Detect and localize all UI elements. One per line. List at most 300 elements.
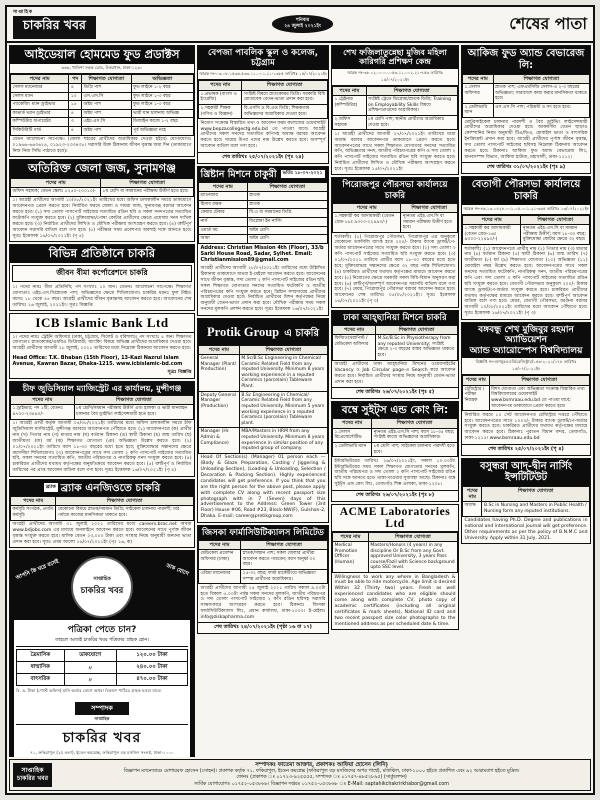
ad-address-line: ৬৬৬, খালিশা সড়ক রোড, উত্তরখান, ঢাকা-১২৩০ <box>10 64 194 74</box>
table-row <box>199 217 328 226</box>
cell: M.Sc/B.Sc Engineering in Chemical/ Ceramic Related Field from any reputed University. Minimum 8 years working experience in a reputed Ceramics (porcelain) Tableware Plant. <box>239 354 327 391</box>
ad-body-text: Willingness to work any where in Bangladesh & must be able to ride motorcycle. Age limit is desired Within 32 (Thirty two) years. Fresh as well experienced candidates who are eligible should come along with complete CV, photo copy of academic certificates (including all original certificates & mark sheets), National ID card and two recent passport size color photographs to the mentioned address as per scheduled date & time. <box>334 574 456 627</box>
big-logo: চাকরির খবর <box>16 724 188 750</box>
table-row <box>333 335 458 361</box>
deadline-line: শেষ তারিখঃ ২৪/০৭/২০২১ইং (পৃষ্ঠা ১৬ বা ১৭) <box>198 622 328 633</box>
ad-akij-food-beverage <box>461 45 591 174</box>
ad-body-text: নিয়োগ সংক্রান্ত বিস্তারিত তথ্য ও আবেদন ফরম কলেজের ওয়েবসাইট www.bepzacollegectg.edu.bd তে পাওয়া যাবে। আগ্রহী প্রার্থীদের সকল সনদের সত্যায়িত কপিসহ অধ্যক্ষ বরাবর আবেদন করতে হবে। খামের উপর পদের নাম উল্লেখ করতে হবে। অসম্পূর্ণ আবেদন বাতিল বলে গণ্য হবে। <box>200 120 326 150</box>
col-header: শিক্ষাগত যোগ্যতা <box>242 81 328 90</box>
ad-body-text: শর্তাবলীঃ (১) পিরোজপুর পৌরসভা, পিরোজপুর এর অনুকূলে যেকোনো তফসিলি ব্যাংক হতে ২০০/- টাকার ব্যাংক ড্রাফট/পে-অর্ডার আবেদনপত্রের সাথে সংযুক্ত করতে হবে। (২) সদ্য তোলা ৩ কপি পাসপোর্ট সাইজের সত্যায়িত ছবি সংযুক্ত করতে হবে। (৩) ০১/০৭/২০২১ তারিখে প্রার্থীর বয়স ১৮-৩০ বছরের মধ্যে হতে হবে; মুক্তিযোদ্ধার সন্তানদের ক্ষেত্রে ৩২ বছর পর্যন্ত শিথিলযোগ্য। (৪) চাকরিরত প্রার্থীদের যথাযথ কর্তৃপক্ষের মাধ্যমে আবেদন করতে হবে। (৫) নিয়োগের ক্ষেত্রে সরকারি সকল বিধি-বিধান অনুসরণ করা হবে। (৬) ত্রুটিপূর্ণ/অসম্পূর্ণ আবেদনপত্র সরাসরি বাতিল বলে গণ্য হবে। (৭) মেয়র, পিরোজপুর পৌরসভা বরাবর আবেদন করতে হবে। আবেদনের শেষ তারিখঃ ০৫/০৮/২০২১ইং। সূত্রঃ ইত্তেফাক ১৬/০৭/২০২১ইং (পৃ ৩) <box>334 234 456 305</box>
ad-title: আইডেয়াল হোমমেড ফুড প্রডাক্টস <box>10 46 194 64</box>
cell: রেজিস্ট্রার / পরীক্ষা নিয়ন্ত্রক <box>463 385 490 411</box>
date-day: শনিবার <box>295 18 310 24</box>
ad-title: শেখ ফজিলাতুন্নেছা মুজিব মহিলা কারিগরি প্রশিক্ষণ কেন্দ্র <box>332 46 458 69</box>
positions-table <box>198 540 328 584</box>
ad-body-text: ১। আগ্রহী প্রার্থীদের আগামী ১০/০৮/২০২১ইং তারিখের মধ্যে অফিস চলাকালীন সময়ে ডাকযোগে আবেদনপত্র প্রেরণ করতে হবে। নির্ধারিত ফরমে জেলা ও দায়রা জজ, সুনামগঞ্জ বরাবর আবেদন করতে হবে। (১) সদ্য তোলা পাসপোর্ট সাইজের সত্যায়িত রঙিন ছবি ও সকল সনদপত্রের সত্যায়িত ফটোকপি সংযুক্ত করতে হবে। (২) মুক্তিযোদ্ধা/পোষ্য কোটার প্রার্থীদের ক্ষেত্রে প্রযোজ্য সনদ দাখিল করতে হবে। (৩) নির্বাচিত প্রার্থীদের লিখিত ও মৌখিক পরীক্ষায় অংশগ্রহণ করতে হবে। (৪) ত্রুটিপূর্ণ আবেদন সরাসরি বাতিল বলে গণ্য হবে। (৫) পরীক্ষার সময় প্রবেশপত্র অবশ্যই সঙ্গে আনতে হবে। সূত্রঃ ইত্তেফাক ১৬/০৭/২০২১ইং (পৃ ৪) <box>12 198 192 239</box>
table-header-row <box>463 215 590 224</box>
cell: General Manager (Plant/ Production) <box>199 354 240 391</box>
cell: ডিজাইন কাজে ১-২ বছর <box>131 118 193 127</box>
table-row <box>11 127 194 136</box>
positions-table <box>462 486 590 517</box>
page-label: শেষের পাতা <box>509 13 587 33</box>
ad-pirojpur-municipality <box>331 177 459 307</box>
ad-various-organizations <box>9 244 195 311</box>
ad-title: চীফ জুডিসিয়াল ম্যাজিস্ট্রেট এর কার্যালয়, মুন্সীগঞ্জ <box>10 382 194 395</box>
cell: ৩ <box>69 118 82 127</box>
table-row <box>463 385 590 411</box>
table-row <box>199 104 328 118</box>
ad-ideal-homemade-food <box>9 45 195 157</box>
ad-title-bengali: এ চাকরি <box>284 327 319 339</box>
ad-sfm-womens-technical-training <box>331 45 459 175</box>
table-header-row <box>333 419 458 428</box>
table-row <box>199 428 328 454</box>
cell: ১.সহকারী কর আদায়কারী (বেতন গ্রেড-১৬ঃ ৯৩০০-২২৪৯০/-) <box>463 225 521 245</box>
footer-logo-main: চাকরির খবর <box>17 774 49 782</box>
ad-title-bar <box>10 480 194 496</box>
positions-table <box>462 215 590 245</box>
cell: ১.ট্রেইনার (কম্পিউটার) <box>333 96 367 116</box>
col-header: পদের নাম <box>463 215 521 224</box>
ribbon-text-left: আপনি কি ঘরে বসেই <box>15 558 60 582</box>
ad-address: Address: Christian Mission 4th (Floor), 33/b Sarki House Road, Sadar, Sylhet. Email: Christianmission89@gmail.com <box>200 244 324 264</box>
col-header: শিক্ষাগত যোগ্যতা <box>482 486 590 502</box>
ad-memo-line: স্মারক নং-০৩.০৮.১৫৩৬.৫৩৩.১১.০০১.২১-১৩৮৫ তারিখঃ ১৫/০৭/২০২১ইং <box>198 70 328 80</box>
positions-table <box>198 80 328 119</box>
table-row <box>17 650 188 662</box>
cell: ডাকযোগে <box>64 650 116 662</box>
ad-memo-line: স্মারক নং-৩৮.০২.০০০০.০৫৩.১১.০০২.২১-৪৫৬ তারিখঃ ১৫/০৭/২০২১ইং <box>332 69 458 86</box>
table-row <box>333 96 458 116</box>
table-row <box>199 569 328 583</box>
col-header: শিক্ষাগত যোগ্যতা <box>368 532 457 541</box>
deadline-line: শেষ তারিখঃ ৩১/০৭/২০২১ইং (পৃঃ ৯) <box>462 162 590 173</box>
table-row <box>11 188 194 197</box>
col-header: পদের নাম <box>11 496 56 505</box>
ad-icb-islamic-bank <box>9 313 195 379</box>
cell: নার্স <box>199 217 248 226</box>
table-row <box>199 192 328 201</box>
col-header: পদের নাম <box>333 325 376 334</box>
table-row <box>333 428 458 442</box>
newspaper-page <box>5 5 595 795</box>
imprint-lines <box>56 762 587 788</box>
cell: ফুড লাইনে ১-২ বছর <box>131 83 193 92</box>
cell: অষ্টম শ্রেণি <box>247 235 327 244</box>
col-header: শিক্ষাগত যোগ্যতা <box>372 419 458 428</box>
table-header-row <box>333 325 458 334</box>
col-header: শিক্ষাগত যোগ্যতা <box>241 540 328 549</box>
big-logo-top: সাপ্তাহিক <box>94 716 110 722</box>
big-logo-address: ৭১, ফকিরাপুল (২য় তলা), ইডেন কমপ্লেক্স, ফকিরাপুল বড় মসজিদ সংলগ্ন, ঢাকা-১০০০ <box>30 750 174 756</box>
cell: এইচ.এস.সি <box>82 118 132 127</box>
ad-protik-group <box>197 318 329 523</box>
table-header-row <box>463 376 590 385</box>
col-header: শিক্ষাগত যোগ্যতা <box>401 203 458 212</box>
ad-subtitle: জীবন বীমা কর্পোরেশনে চাকরি <box>12 265 192 282</box>
ad-title: আকিজ ফুড অ্যান্ড বেভারেজ লি: <box>462 46 590 74</box>
ad-title: ACME Laboratories Ltd <box>332 505 458 532</box>
cell: ন্যূনতম এইচ.এস.সি বা সমমান পরীক্ষায় উত্তীর্ণ; বয়স ১৮-৩০ বছর; মুক্তিযোদ্ধা কোটার ক্ষেত্রে ৩২ বছর। <box>521 225 590 245</box>
ad-body-text: আগ্রহী প্রার্থীদের আগামী ২৪ জুলাই ২০২১ তারিখ সকাল ৯.০০টা হতে বিকাল ৫.০০টা পর্যন্ত সকল সনদের মূলকপি, জাতীয় পরিচয়পত্র ও সদ্য তোলা পাসপোর্ট সাইজের ২ কপি রঙিন ছবিসহ সরাসরি সাক্ষাৎকারে অংশগ্রহণ করতে হবে। ঠিকানাঃ জিসকা ফার্মাসিউটিক্যালস লিঃ, প্রধান কার্যালয়, ঢাকা-১০০০। ই-মেইলঃ info@ziskapharma.com <box>200 585 326 621</box>
cell: সেলস ম্যানেজার <box>11 83 69 92</box>
table-header-row <box>333 203 458 212</box>
circle-logo-text: চাকরির খবর <box>80 586 124 597</box>
table-row <box>333 213 458 233</box>
ad-body-text: ইন্টারভিউয়ের তারিখঃ ২৬/০৭/২০২১ইং, সকাল ১০.০০টা। ইন্টারভিউয়ের সময় সকল শিক্ষাগত যোগ্যতার সনদের মূলকপি, জাতীয় পরিচয়পত্র ও সদ্য তোলা ২ কপি পাসপোর্ট সাইজের রঙিন ছবি সঙ্গে আনতে হবে। থাকা-খাওয়ার সুব্যবস্থা আছে। ঠিকানাঃ বম্বে সুইট্‌স এন্ড কোং লিঃ, তেজগাঁও শিল্প এলাকা, ঢাকা-১২০৮। <box>334 458 456 488</box>
cell: Masters/Honors (4 years) in any discipline Or B.Sc from any Govt. approved University, 3 years Pass course/Fazil with Science background upto SSC level. <box>368 541 457 572</box>
ad-body-text: Head Of Section(s) (Manager) 01 person each — (Body & Glaze Preparation, Casting / Jiggering & Unloading Section), (Loading & Unloading, Selection / Decoration & Packing Section). Highly experienced candidates will get preference. If you think that you are the right person for the above post, please apply with complete CV along with recent passport size photograph with in 7 (Seven) days of this advertisement to the Address: Green Tower (3rd Floor) House #06, Road #23, Block-NW(F), Gulshan-2, Dhaka. E-mail: career@protikgroup.com <box>200 455 326 520</box>
footer-logo-top: সাপ্তাহিক <box>21 767 44 775</box>
table-row <box>11 109 194 118</box>
cell: ১.প্রভাষক (বাংলা ও ইংরেজি) <box>199 90 242 104</box>
ad-body-text: নির্ধারিত ফরমে ১০ সেট আবেদনপত্র রেজিস্ট্রার দপ্তরে পৌঁছাতে হবে। আবেদনপত্রের সাথে ১০০০/- টাকার ব্যাংক ড্রাফট/পে-অর্ডার সংযুক্ত করতে হবে। চাকরিরত প্রার্থীদের যথাযথ কর্তৃপক্ষের মাধ্যমে আবেদন করতে হবে। ঠিকানাঃ পুরাতন বিমান বন্দর, তেজগাঁও, ঢাকা-১২১৫। www.bsmraau.edu.bd <box>464 412 588 442</box>
cell: ২.সহকারী শিক্ষক (গণিত ও বিজ্ঞান) <box>199 104 242 118</box>
cell: ত্রৈমাসিক <box>17 650 65 662</box>
deadline-line: শেষ তারিখঃ ২৫/০৭/২০২১ইং (পৃ ৪) <box>462 444 590 455</box>
ad-title: ঢাকা আহ্ছানিয়া মিশনে চাকরি <box>332 311 458 325</box>
table-row <box>11 506 194 520</box>
subscription-ad <box>9 550 195 757</box>
column-1 <box>9 45 195 757</box>
table-row <box>11 92 194 101</box>
cell: ২৪০.০০ টাকা <box>116 662 187 674</box>
table-header-row <box>11 396 194 405</box>
cell: MBA/Masters in HRM from any reputed University. Minimum 8 years experience in similar position of any reputed group of company. <box>239 428 327 454</box>
masthead <box>7 7 593 43</box>
table-header-row <box>463 486 590 502</box>
deadline-line: শেষ তারিখঃ ২৬/০৭/২০২১ইং (পৃঃ ৮) <box>332 490 458 501</box>
cell: ২৫-৩২ বছর; ফার্মা মার্কেটিংয়ে অভিজ্ঞতা সম্পন্ন প্রার্থীদের অগ্রাধিকার। <box>241 569 328 583</box>
cell: ২.ডেলিভারি ম্যান <box>333 442 372 456</box>
table-row <box>11 83 194 92</box>
positions-table <box>332 418 458 457</box>
cell: পূর্ব অভিজ্ঞতা নহে <box>131 127 193 136</box>
col-header: পদের নাম <box>199 81 242 90</box>
table-row <box>333 116 458 130</box>
circle-top-label: সাপ্তাহিক <box>93 577 111 583</box>
cell: ৮ম শ্রেণি বা সমমানের পরীক্ষায় উত্তীর্ণ হতে হবে। <box>101 188 194 197</box>
positions-table <box>462 375 590 411</box>
cell: বি.এসসি ও বি.এড ডিগ্রি; শিক্ষকতায় অভিজ্ঞদের অগ্রাধিকার দেওয়া হবে। <box>242 104 328 118</box>
positions-table <box>198 182 328 244</box>
table-header-row <box>11 496 194 505</box>
ad-body-text: আগ্রহী প্রার্থীদের আগামী ২৮/০৭/২০২১ইং তারিখের মধ্যে উল্লিখিত ঠিকানায় ডাকযোগে অথবা ই-মেইলে আবেদন করতে হবে। আবেদনের সাথে জীবন বৃত্তান্ত, সদ্য তোলা ২ কপি পাসপোর্ট সাইজের রঙিন ছবি, সকল শিক্ষাগত যোগ্যতার সনদের সত্যায়িত ফটোকপি ও জাতীয় পরিচয়পত্রের কপি সংযুক্ত করতে হবে। খ্রিষ্টান সম্প্রদায়ের প্রার্থীদের অগ্রাধিকার দেওয়া হবে। নির্বাচিত প্রার্থীদের মিশন কর্তৃপক্ষের নিয়ম অনুযায়ী বেতন-ভাতা প্রদান করা হবে। মৌখিক পরীক্ষার সময় সকল সনদের মূলকপি প্রদর্শন করতে হবে। সূত্রঃ ইত্তেফাক ১৬/০৭/২০২১ইং <box>200 266 326 313</box>
table-row <box>199 226 328 235</box>
columns <box>7 43 593 759</box>
ad-chief-judicial-magistrate <box>9 381 195 477</box>
cell: হিসাব রক্ষক <box>199 200 248 209</box>
admission-date-badge: ভর্তিঃ ১৮-০৭-২০২১ <box>280 169 326 178</box>
cell: ৪ <box>69 83 82 92</box>
table-row <box>463 83 590 103</box>
deadline-line: শেষ তারিখঃ ২৬/০৭/২০২১ইং (পৃঃ ৫) <box>332 387 458 398</box>
cell: বি.এ বা সমমানের ডিগ্রি <box>247 209 327 218</box>
col-header: পদ <box>69 74 82 83</box>
ribbon-text-right: ডাক যোগে <box>165 562 190 578</box>
cell: কাভার্ড ভ্যান ড্রাইভার <box>11 109 69 118</box>
imprint-footer <box>9 759 591 791</box>
cell: ৮ম শ্রেণি/সমমান পরীক্ষায় উত্তীর্ণ এবং হালকা ও ভারী যানবাহন চালনার বৈধ ড্রাইভিং লাইসেন্সধারী হতে হবে। <box>74 405 193 419</box>
table-row <box>463 502 590 516</box>
cell: ২.অফিস সহায়ক <box>333 116 367 130</box>
ad-bsmr-aviation-university <box>461 322 591 456</box>
cell: স্নাতক/সম্মান পাশ; সকল জেলার প্রার্থীরা আবেদন করতে পারবেন; বয়স অনূর্ধ্ব ৩০ বছর। <box>241 550 328 570</box>
cell: এস.এস.সি পাশ; পরিশ্রমী ও সৎ হতে হবে। <box>493 103 589 117</box>
column-2 <box>197 45 329 757</box>
newspaper-logo-circle <box>71 556 133 618</box>
ad-memo-line: স্মারক নং-৪৬.১৩.০৪২৮.০০১.০৫.০০১.২১-৩৬৫ তারিখঃ ১৩/০৭/২০২১ইং <box>462 205 590 215</box>
col-header: শিক্ষাগত যোগ্যতা <box>376 325 458 334</box>
ad-title: ICB Islamic Bank Ltd <box>10 314 194 333</box>
positions-table <box>10 178 194 197</box>
ad-title-english: Protik Group <box>207 324 280 339</box>
positions-table <box>198 345 328 454</box>
imprint-line-3: ফোনঃ (প্রকাশক ঃ ০১৭২৩-৯২৫৫৫৫, সম্পাদক ঃ ০১৭৫৭-৪৮৫২৮৯৫) (সার্কুলেশন) <box>236 775 407 781</box>
cell: স্নাতক <box>247 200 327 209</box>
col-header: পদের নাম <box>333 86 367 95</box>
ad-body-text: ১। আগ্রহী প্রার্থী কর্তৃক আগামী ০৫/০৮/২০২১ইং তারিখের মধ্যে অফিস চলাকালীন সময়ে চীফ জুডিসিয়াল ম্যাজিস্ট্রেট, মুন্সীগঞ্জ বরাবরে আবেদনপত্র পৌঁছাতে হবে। (১) আবেদনপত্রে (ক) প্রার্থীর নাম (খ) পিতার নাম (গ) মাতার নাম (ঘ) বর্তমান ঠিকানা (ঙ) স্থায়ী ঠিকানা (চ) জন্ম তারিখ (ছ) জাতীয়তা (জ) ধর্ম (ঝ) শিক্ষাগত যোগ্যতা (ঞ) অভিজ্ঞতা উল্লেখ করতে হবে। (২) ০১/০৭/২০২১ইং তারিখে বয়স ১৮-৩০ বছরের মধ্যে হতে হবে; মুক্তিযোদ্ধার সন্তানদের ক্ষেত্রে বয়সসীমা শিথিলযোগ্য। (৩) আবেদনপত্রের সাথে সদ্য তোলা ২ কপি পাসপোর্ট সাইজের সত্যায়িত ছবি, সকল সনদের সত্যায়িত কপি, জাতীয় পরিচয়পত্র ও নাগরিকত্ব সনদ সংযুক্ত করতে হবে। (৪) চাকরিরত প্রার্থীদের যথাযথ কর্তৃপক্ষের অনুমতিক্রমে আবেদন করতে হবে। (৫) ত্রুটিপূর্ণ ও নির্ধারিত তারিখের পর প্রাপ্ত আবেদন বাতিল বলে গণ্য হবে। সূত্রঃ ইত্তেফাক ১৬/০৭/২০২১ইং (পৃ ৪) <box>12 421 192 474</box>
cell: ১.সেলস রিপ্রেজেন্টেটিভ <box>333 428 372 442</box>
positions-table <box>462 74 590 118</box>
col-header: শিক্ষাগত যোগ্যতা <box>101 178 194 187</box>
ad-district-judge-sunamganj <box>9 159 195 242</box>
table-header-row <box>333 532 458 541</box>
ad-title-bar <box>198 319 328 345</box>
cell: ৮ম শ্রেণি পাশ; সাইকেল চালনায় পারদর্শী হতে হবে। <box>372 442 458 456</box>
cell: ২.ডেলিভারি ম্যান <box>463 103 494 117</box>
table-row <box>333 442 458 456</box>
table-row <box>17 674 188 686</box>
subscription-subheading: তাহলে আজই চাকরির খবর পত্রিকার গ্রাহক হোন। <box>16 637 188 647</box>
col-header: অভিজ্ঞতা <box>131 74 193 83</box>
imprint-line-2: বিজ্ঞাপন ম্যানেজারঃ মোশাররফ হোসেন (সোহন)। প্রকাশক কর্তৃক ৭১, ফকিরাপুল, ইডেন কমপ্লেক্স (ফকিরাপুল বড় মসজিদের অপর পার্শ্বে), মতিঝিল, ঢাকা-১০০০ হইতে প্রকাশিত এবং ৯২ আরামবাগ হইতে মুদ্রিত। <box>123 769 520 775</box>
cell: অধ্যক্ষ <box>463 502 482 516</box>
section-title: বিভিন্ন প্রতিষ্ঠানে চাকরি <box>10 245 194 263</box>
ad-title: ব্র্যাক এনজিওতে চাকরি <box>60 481 161 494</box>
cell: ওয়ার্ড বয় <box>199 226 248 235</box>
table-header-row <box>333 86 458 95</box>
ad-title: খ্রিষ্টান মিশনে চাকুরী <box>200 168 277 180</box>
ad-title: পিরোজপুর পৌরসভা কার্যালয়ে চাকরি <box>332 178 458 202</box>
cell: মেডিকেল প্রমোশন অফিসার (ঢাকা) <box>199 550 241 570</box>
subscription-panel <box>14 620 190 757</box>
cell: সংশ্লিষ্ট বিষয়ে স্নাতকোত্তর ডিগ্রি। সরকারি বিধি মোতাবেক বেতন-ভাতা প্রদান করা হবে। <box>242 90 328 104</box>
cell: কেয়ার টেকার <box>199 209 248 218</box>
cell: ন্যূনতম এইচ.এস.সি পাশ; বয়স ১৮-৩৫ বছর; সংশ্লিষ্ট কাজে অভিজ্ঞদের অগ্রাধিকার। <box>372 428 458 442</box>
table-row <box>11 118 194 127</box>
ad-body-text: Candidates having Ph.D. Degree and publications in national and international journal will get preference. Other requirements as per the policy of B.N.M.C and University. Apply within 31 July, 2021. <box>464 518 588 541</box>
cell: ষান্মাসিক <box>17 662 65 674</box>
cell: কর্মসূচি সংগঠক, প্রগতি কর্মসূচি <box>11 506 56 520</box>
col-header: পদের নাম <box>333 203 401 212</box>
ad-title-line2: অ্যান্ড অ্যারোস্পেস বিশ্ববিদ্যালয় <box>469 345 583 356</box>
subscription-rates-table <box>16 649 188 686</box>
table-row <box>11 405 194 419</box>
date-value: ২৪ জুলাই ২০২১ইং <box>284 24 321 29</box>
table-row <box>333 541 458 572</box>
ad-ziska-pharmaceuticals <box>197 525 329 635</box>
ad-brac-ngo <box>9 479 195 548</box>
col-header: শিক্ষাগত যোগ্যতা <box>82 74 132 83</box>
cell: ১.ড্রাইভার; পদ ১টি; বেতনঃ ৯৭০০-২৩৪৯০/- <box>11 405 75 419</box>
positions-table <box>332 86 458 130</box>
editor-band: সম্পাদক <box>75 702 129 715</box>
ad-body-text: আগ্রহী প্রার্থীদের আগামী ৩১ জুলাই ২০২১ তারিখের মধ্যে careers.brac.net অথবা www.bdjobs.com এর মাধ্যমে অনলাইনে আবেদন করতে হবে। আবেদনের সাথে পূর্ণাঙ্গ জীবন বৃত্তান্ত সংযুক্ত করতে হবে। মাসিক বেতন ২৩,০০০ টাকা এবং সংস্থার নিয়ম অনুযায়ী অন্যান্য ভাতা প্রদান করা হবে। সূত্রঃ প্রথম আলো ১৬/০৭/২০২১ইং (পৃঃ ১৬, ক) <box>12 522 192 545</box>
col-header: পদের নাম <box>333 532 369 541</box>
cell: ১৫ <box>69 101 82 110</box>
col-header: পদের নাম <box>333 419 372 428</box>
subscription-heading: পত্রিকা পেতে চান? <box>67 625 137 636</box>
cell: 〃 <box>64 662 116 674</box>
cell: ফুড লাইনে ১-৩ বছর <box>131 92 193 101</box>
cell: এস.এস.সি <box>82 92 132 101</box>
col-header: শিক্ষাগত যোগ্যতা <box>239 345 327 354</box>
col-header: পদের নাম <box>199 540 241 549</box>
table-row <box>463 225 590 245</box>
date-badge <box>272 15 333 32</box>
cell: 〃 <box>64 674 116 686</box>
imprint-line-1: সম্পাদকঃ ফাতেমা আক্তার, প্রকাশকঃ আফিয়া হোসেন (লিনি) <box>255 761 389 768</box>
ad-title: বেপজা পাবলিক স্কুল ও কলেজ, চট্টগ্রাম <box>198 46 328 70</box>
cell: অষ্টম শ্রেণি <box>247 226 327 235</box>
cell: ৮ম শ্রেণি পাশ; স্থানীয় প্রার্থীদের অগ্রাধিকার দেওয়া হবে। <box>366 116 458 130</box>
ad-body-text: বেতন আলোচনা সাপেক্ষে। (জেলা শহরের প্রার্থীদের অগ্রাধিকার দেওয়া হইবে) যোগাযোগঃ ০১৯৬৬-৬৬৩৬২৪, ০১৯২৩-২৩৩৪৩৮। সরাসরি উক্ত ঠিকানায় জীবন বৃত্তান্ত জমা দিন (ডাকযোগে নিজ নিজ সিভি পাঠাতে হবে)। <box>12 137 192 154</box>
cell: কম্পিউটার অপারেটর <box>11 118 69 127</box>
ad-acme-laboratories <box>331 504 459 630</box>
cell: Manager (Hr. Admin & Compliance) <box>199 428 240 454</box>
table-header-row <box>463 74 590 83</box>
table-header-row <box>11 74 194 83</box>
positions-table <box>332 532 458 573</box>
cell: ৪ <box>69 127 82 136</box>
logo-top-label: সাপ্তাহিক <box>13 10 34 15</box>
ad-bepza-public-school <box>197 45 329 164</box>
ad-source: সূত্রঃ বিজ্ঞপ্তি <box>167 370 192 376</box>
cell: ডিপ্লোমা ইন নার্সিং <box>247 217 327 226</box>
cell: সংশ্লিষ্ট ট্রেডে ডিপ্লোমা/স্নাতক ডিগ্রি; Training on Employability Skills বিষয়ে প্রশিক্ষণপ্রাপ্তদের অগ্রাধিকার। <box>366 96 458 116</box>
ad-title: বসুন্ধরা আদ্-দ্বীন নার্সিং ইন্সটিটিউট <box>462 459 590 486</box>
table-header-row <box>199 345 328 354</box>
ad-title: অতিরিক্ত জেলা জজ, সুনামগঞ্জ <box>10 160 194 178</box>
table-header-row <box>199 182 328 191</box>
cell: ৪ <box>69 109 82 118</box>
table-row <box>17 662 188 674</box>
cell: Deputy General Manager (Production) <box>199 391 240 428</box>
column-3 <box>331 45 459 757</box>
ad-body-text: মোটরসাইকেল চালনায় পারদর্শী ও বৈধ ড্রাইভিং লাইসেন্সধারী প্রার্থীদের অগ্রাধিকার দেওয়া হবে। আকর্ষণীয় বেতন ছাড়াও কোম্পানির নিয়ম অনুযায়ী টিএ/ডিএ, মোবাইল ভাতা ও বাৎসরিক ইনক্রিমেন্ট প্রদান করা হবে। আগ্রহী প্রার্থীদের পূর্ণাঙ্গ জীবন বৃত্তান্ত, সদ্য তোলা পাসপোর্ট সাইজের ছবিসহ নিম্নোক্ত ঠিকানায় আবেদন করতে হবে। ঠিকানাঃ আকিজ ফুড অ্যান্ড বেভারেজ লিঃ, মানবসম্পদ বিভাগ, আকিজ হাউজ, মহাখালী, ঢাকা-১২১২। <box>464 119 588 160</box>
cell: ১.সহকারী কর আদায়কারী (বেতন গ্রেড-১৬ঃ ৯৩০০-২২৪৯০/-) <box>333 213 401 233</box>
positions-table <box>332 203 458 233</box>
table-row <box>463 103 590 117</box>
cell: স্নাতক পাশ; এফএমসিজি সেলস-এ ২-৩ বছরের অভিজ্ঞতা; সারাদেশে কাজ করার মানসিকতা থাকতে হবে। <box>493 83 589 103</box>
table-row <box>199 391 328 428</box>
footer-logo <box>13 763 52 787</box>
col-header: পদের নাম <box>199 345 240 354</box>
table-row <box>199 209 328 218</box>
cell: আয়া <box>199 235 248 244</box>
cell: ভারী যান চালনায় অভিজ্ঞ <box>131 109 193 118</box>
ad-title-line1: বঙ্গবন্ধু শেখ মুজিবুর রহমান অ্যাভিয়েশন <box>478 324 574 346</box>
logo-title: চাকরির খবর <box>13 16 96 39</box>
table-row <box>199 550 328 570</box>
cell: অফিস সহায়ক; বেতন স্কেলঃ ৮২৫০-২০০১০/- <box>11 188 101 197</box>
cell: ১২০.০০ টাকা <box>116 650 187 662</box>
cell: অষ্টম পাশ <box>82 127 132 136</box>
positions-table <box>10 74 194 136</box>
positions-table <box>10 496 194 521</box>
col-header: পদের নাম <box>11 178 101 187</box>
col-header: শিক্ষাগত যোগ্যতা <box>493 74 589 83</box>
ad-body-text: শর্তাবলীঃ (১) আবেদনপত্রে প্রার্থীর নাম (২) পিতার নাম (৩) মাতার নাম (৪) বর্তমান ঠিকানা (৫) স্থায়ী ঠিকানা (৬) জন্ম তারিখ (৭) জাতীয়তা (৮) ধর্ম (৯) শিক্ষাগত যোগ্যতা (১০) অভিজ্ঞতা (১১) মোবাইল নম্বর উল্লেখ করতে হবে। আবেদনপত্রের সাথে সকল সনদের সত্যায়িত ফটোকপি, নাগরিকত্ব সনদ, জাতীয় পরিচয়পত্রের কপি এবং সদ্য তোলা ৩ কপি পাসপোর্ট সাইজের সত্যায়িত রঙিন ছবি সংযুক্ত করতে হবে। বেতাগী পৌরসভার অনুকূলে ২০০/- টাকার ব্যাংক ড্রাফট/পে-অর্ডার সংযুক্ত করতে হবে। চাকরিরত প্রার্থীদের যথাযথ কর্তৃপক্ষের মাধ্যমে আবেদন করতে হবে। ত্রুটিপূর্ণ আবেদন বাতিল বলে গণ্য হবে। মেয়র, বেতাগী পৌরসভা, বরগুনা বরাবর আগামী ১০/০৮/২০২১ইং তারিখের মধ্যে আবেদন পৌঁছাতে হবে। সূত্রঃ ইত্তেফাক ১৬/০৭/২০২১ইং (পৃ ৩) <box>464 246 588 317</box>
cell: ন্যূনতম এইচ.এস.সি বা সমমান পরীক্ষায় উত্তীর্ণ হতে হবে। <box>401 213 458 233</box>
ad-address: Head Office: T.K. Bhaban (15th Floor), 13-Kazi Nazrul Islam Avenue, Kawran Bazar, Dhaka-1215. www.icbislamic-bd.com <box>12 354 183 367</box>
cell: অষ্টম পাশ <box>82 101 132 110</box>
newspaper-logo <box>13 9 96 39</box>
ad-body-text: আগ্রহী প্রার্থীদের ঢাকা আহ্ছানিয়া মিশনের ওয়েবসাইটের Vacancy ও Job Circular page-এ Search করে আবেদন করতে হবে। নির্বাচিত প্রার্থীদের সংস্থার নিয়ম অনুযায়ী বেতন-ভাতা প্রদান করা হবে। <box>334 362 456 385</box>
cell: বাৎসরিক <box>17 674 65 686</box>
table-header-row <box>11 178 194 187</box>
subscription-note: বি. দ্র. টাকা (পোস্ট অফিস) মানি অর্ডার যোগে অথবা বিকাশে পাঠিয়ে গ্রাহক হওয়া যাবে। <box>16 688 162 694</box>
col-header: পদের নাম <box>11 74 69 83</box>
ad-body-text: ১। পদের নামঃ ট্রেইনি অফিসার (ঢাকা, চট্টগ্রাম, সিলেট ও বরিশাল)। পদ সংখ্যাঃ ৫ জন। শিক্ষাগত যোগ্যতাঃ স্নাতকোত্তর/এমবিএ ডিগ্রিধারী; ব্যাংকিং বিষয়ে অভিজ্ঞ প্রার্থীদের অগ্রাধিকার দেওয়া হবে। আগ্রহী প্রার্থীদের আগামী ২৮ জুলাই, ২০২১ তারিখের মধ্যে নিম্নোক্ত ঠিকানায় আবেদন করতে হবে। <box>12 334 192 352</box>
positions-table <box>10 395 194 420</box>
cell: ৪৭০.০০ টাকা <box>116 674 187 686</box>
ad-bombay-sweets <box>331 401 459 502</box>
cell: বিশদ যোগ্যতা এবং অভিজ্ঞতা সংক্রান্ত বিস্তারিত তথ্য বিশ্ববিদ্যালয়ের ওয়েবসাইট www.bsmraau.edu.bd তে পাওয়া যাবে; আবেদনপত্র ডাকযোগে প্রেরণ করতে হবে। <box>489 385 589 411</box>
cell: ১০ <box>69 92 82 101</box>
table-header-row <box>199 540 328 549</box>
cell: ফিজিওথেরাপিস্ট / মেডিকেল অফিসার <box>333 335 376 361</box>
cell: অষ্টম পাশ <box>82 109 132 118</box>
col-header: শিক্ষাগত যোগ্যতা <box>74 396 193 405</box>
cell: ফুড লাইনে ১-৩ বছর <box>131 101 193 110</box>
deadline-line: শেষ তারিখঃ ২৫/০৭/২০২১ইং (পৃঃ ২৪) <box>198 152 328 163</box>
ad-dhaka-ahsania-mission <box>331 310 459 400</box>
ad-body-text: ১। আগ্রহী প্রার্থীদের আগামী ২৭/০৭/২০২১ইং তারিখের মধ্যে অধ্যক্ষ বরাবর আবেদনপত্র ডাকযোগে প্রেরণ করতে হবে। আবেদনপত্রের সাথে সকল শিক্ষাগত যোগ্যতার সনদের সত্যায়িত কপি, অভিজ্ঞতার সনদ, জাতীয় পরিচয়পত্রের কপি ও সদ্য তোলা ২ কপি পাসপোর্ট সাইজের সত্যায়িত রঙিন ছবি সংযুক্ত করতে হবে। নির্বাচিত প্রার্থীদের লিখিত ও মৌখিক পরীক্ষায় অংশগ্রহণ করতে হবে। সূত্রঃ ইত্তেফাক ১৫/০৭/২০২১ইং <box>334 131 456 173</box>
cell: ম্যানেজার <box>199 192 248 201</box>
cell: সিকিউরিটি গার্ড <box>11 127 69 136</box>
column-4 <box>461 45 591 757</box>
cell: প্যাকেজিং ম্যান ড্রাইভার <box>11 101 69 110</box>
positions-table <box>332 325 458 361</box>
table-row <box>199 235 328 244</box>
col-header: শিক্ষাগত যোগ্যতা <box>489 376 589 385</box>
ad-title: বম্বে সুইট্‌স এন্ড কোং লি: <box>332 402 458 418</box>
cell: B.Sc Engineering in Chemical/ Ceramic Related Field from any reputed University. Minimum 5 years working experience in a reputed Ceramics (porcelain) Tableware plant. <box>239 391 327 428</box>
brac-logo-icon: ব্র্যাক <box>45 484 56 491</box>
cell: ডিগ্রি পাশ <box>82 83 132 92</box>
col-header: শিক্ষাগত যোগ্যতা <box>366 86 458 95</box>
cell: এরিয়া ম্যানেজার <box>199 569 241 583</box>
table-row <box>199 90 328 104</box>
ad-christian-mission <box>197 166 329 316</box>
col-header: পদের নাম <box>199 182 248 191</box>
col-header: পদের নাম <box>463 486 482 502</box>
table-header-row <box>199 81 328 90</box>
ad-title: বেতাগী পৌরসভা কার্যালয়ে চাকরি <box>462 177 590 205</box>
cell: Medical Promotion Officer (Human) <box>333 541 369 572</box>
col-header: পদের নাম <box>463 376 490 385</box>
cell: B.Sc in Nursing and Masters in Public Health / Nursing form any reputed institutions. <box>482 502 590 516</box>
table-row <box>199 354 328 391</box>
imprint-line-4: সার্বিক যোগাযোগঃ ০১৭৫২-০৫৩৮৬৮। বিজ্ঞাপন দপ্তরঃ ০১৭৫২-০৫৩৮৬৮ ঃ E-Mail: saptahikchakrirkhabor@gmail.com <box>194 781 449 787</box>
col-header: শিক্ষাগত যোগ্যতা <box>247 182 327 191</box>
ad-body-text: ১। পদের নামঃ বীমা প্রতিনিধি; পদ সংখ্যাঃ ১০ জন। বেতনঃ আলোচনা সাপেক্ষে। শিক্ষাগত যোগ্যতাঃ এইচ.এস.সি/স্নাতক পাশ; অভিজ্ঞদের ক্ষেত্রে শিথিলযোগ্য। চাকরির ধরনঃ ফুল টাইম। বয়সঃ ১৮ থেকে ৪৫ বছর। আগ্রহী প্রার্থীদের জীবন বৃত্তান্তসহ আবেদন করতে হবে। আবেদনের শেষ তারিখঃ ২৬ জুলাই, ২০২১ইং। সূত্রঃ বিজ্ঞপ্তি <box>12 285 192 308</box>
col-header: পদের নাম <box>463 74 494 83</box>
ad-title-bar <box>462 323 590 359</box>
col-header: শিক্ষাগত যোগ্যতা <box>56 496 194 505</box>
